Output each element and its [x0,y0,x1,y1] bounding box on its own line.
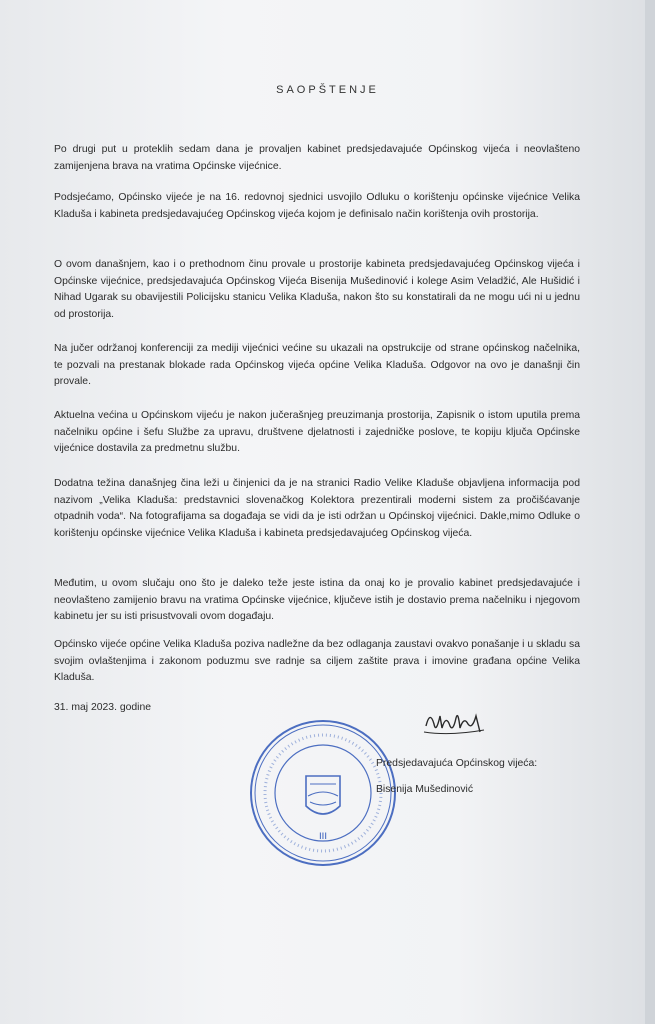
paragraph-6: Dodatna težina današnjeg čina leži u činjenici da je na stranici Radio Velike Kladuše objavljena informacija pod nazivom „Velika Kladuša: predstavnici slovenačkog Kolektora prezentirali moderni sistem za pročišćavanje otpadnih voda“. Na fotografijama sa događaja se vidi da je isti održan u Općinskoj vijećnici. Dakle,mimo Odluke o korištenju općinske vijećnice Velika Kladuša i kabineta predsjedavajućeg Općinskog vijeća. [54,478,580,539]
paragraph-4: Na jučer održanoj konferenciji za mediji vijećnici većine su ukazali na opstrukcije od strane općinskog načelnika, te pozvali na prestanak blokade rada Općinskog vijeća općine Velika Kladuša. Odgovor na ovo je današnji čin provale. [54,343,580,387]
document-date: 31. maj 2023. godine [54,702,152,713]
paragraph-2: Podsjećamo, Općinsko vijeće je na 16. redovnoj sjednici usvojilo Odluku o korištenju općinske vijećnice Velika Kladuša i kabineta predsjedavajućeg Općinskog vijeća kojom je definisalo način korištenja ovih prostorija. [54,192,580,220]
paragraph-5: Aktuelna većina u Općinskom vijeću je nakon jučerašnjeg preuzimanja prostorija, Zapisnik o istom uputila prema načelniku općine i šefu Službe za upravu, društvene djelatnosti i zajedničke poslove, te kopiju ključa Općinske vijećnice dostavila za predmetnu službu. [54,410,580,454]
paragraph-3: O ovom današnjem, kao i o prethodnom činu provale u prostorije kabineta predsjedavajućeg Općinskog vijeća i Općinske vijećnice, predsjedavajuća Općinskog Vijeća Bisenija Mušedinović i kolege Asim Veladžić, Ale Hušidić i Nihad Ugarak su obavijestili Policijsku stanicu Velika Kladuša, nakon što su konstatirali da ne mogu ući ni u jednu od prostorija. [54,259,580,320]
handwritten-signature-icon [420,706,490,740]
page-edge-shadow [645,0,655,1024]
paragraph-7: Međutim, u ovom slučaju ono što je daleko teže jeste istina da onaj ko je provalio kabinet predsjedavajuće i neovlašteno zamijenio bravu na vratima Općinske vijećnice, ključeve istih je dostavio prema načelniku i njegovom kabinetu jer su isti prisustvovali ovom događaju. [54,578,580,622]
paragraph-8: Općinsko vijeće općine Velika Kladuša poziva nadležne da bez odlaganja zaustavi ovakvo ponašanje i u skladu sa svojim ovlaštenjima i zakonom poduzmu sve radnje sa ciljem zaštite prava i imovine građana općine Velika Kladuša. [54,639,580,683]
paragraph-1: Po drugi put u proteklih sedam dana je provaljen kabinet predsjedavajuće Općinskog vijeća i neovlašteno zamijenjena brava na vratima Općinske vijećnice. [54,144,580,172]
document-title: SAOPŠTENJE [276,84,379,96]
stamp-numeral: III [319,832,327,842]
signature-name: Bisenija Mušedinović [376,784,474,795]
signature-role: Predsjedavajuća Općinskog vijeća: [376,758,538,769]
